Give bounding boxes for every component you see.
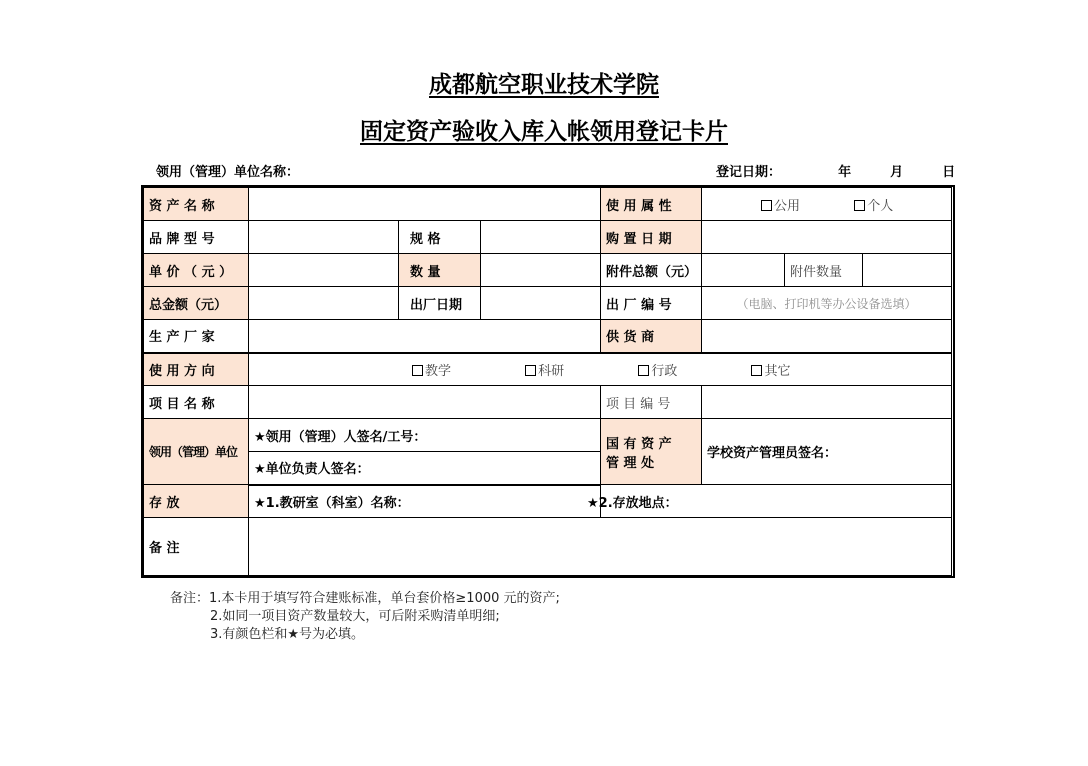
manufacturer-label: 生 产 厂 家 — [144, 320, 249, 353]
form-title: 固定资产验收入库入帐领用登记卡片 — [360, 119, 728, 145]
purchase-date-label: 购 置 日 期 — [601, 221, 702, 254]
purchase-date-field[interactable] — [702, 221, 952, 254]
research-checkbox[interactable]: 科研 — [525, 360, 564, 379]
factory-no-field[interactable] — [702, 287, 952, 320]
factory-no-hint: （电脑、打印机等办公设备选填） — [736, 296, 917, 311]
direction-label: 使 用 方 向 — [144, 353, 249, 386]
unit-price-label: 单 价 （ 元 ） — [144, 254, 249, 287]
quantity-label: 数 量 — [399, 254, 481, 287]
spec-field[interactable] — [481, 221, 601, 254]
project-no-field[interactable] — [702, 386, 952, 419]
register-date — [716, 161, 955, 180]
checkbox-icon — [412, 365, 423, 376]
total-amount-field[interactable] — [249, 287, 399, 320]
checkbox-icon — [525, 365, 536, 376]
public-checkbox[interactable]: 公用 — [761, 195, 800, 214]
supplier-field[interactable] — [702, 320, 952, 353]
remarks-label: 备 注 — [144, 518, 249, 576]
direction-options — [249, 353, 952, 386]
brand-model-field[interactable] — [249, 221, 399, 254]
head-sign-label: ★单位负责人签名： — [254, 462, 370, 478]
brand-model-label: 品 牌 型 号 — [144, 221, 249, 254]
asset-name-field[interactable] — [249, 188, 601, 221]
storage-label: 存 放 — [144, 485, 249, 518]
remarks-field[interactable] — [249, 518, 952, 576]
note-line-1: 备注：1.本卡用于填写符合建账标准，单台套价格≥1000 元的资产; — [170, 591, 560, 606]
asset-form-table — [141, 185, 955, 578]
use-attr-label: 使 用 属 性 — [601, 188, 702, 221]
user-unit-label: 领用（管理）单位 — [144, 419, 249, 485]
year-label: 年 — [838, 165, 852, 180]
use-attr-options — [702, 188, 952, 221]
storage-room-label: ★1.教研室（科室）名称： — [254, 495, 410, 511]
state-asset-label: 国 有 资 产 管 理 处 — [601, 419, 702, 485]
project-no-label: 项 目 编 号 — [601, 386, 702, 419]
quantity-field[interactable] — [481, 254, 601, 287]
note-line-2: 2.如同一项目资产数量较大，可后附采购清单明细; — [210, 609, 500, 624]
month-label: 月 — [890, 165, 904, 180]
admin-sign-field[interactable] — [702, 419, 952, 485]
admin-sign-label: 学校资产管理员签名： — [707, 446, 838, 461]
supplier-label: 供 货 商 — [601, 320, 702, 353]
checkbox-icon — [761, 200, 772, 211]
storage-room-field[interactable] — [249, 485, 601, 518]
spec-label: 规 格 — [399, 221, 481, 254]
teach-checkbox[interactable]: 教学 — [412, 360, 451, 379]
checkbox-icon — [854, 200, 865, 211]
unit-name-label: 领用（管理）单位名称： — [156, 165, 300, 180]
personal-checkbox[interactable]: 个人 — [854, 195, 893, 214]
register-date-label: 登记日期： — [716, 165, 782, 180]
head-sign-field[interactable] — [249, 452, 601, 485]
factory-date-label: 出厂日期 — [399, 287, 481, 320]
user-sign-field[interactable] — [249, 419, 601, 452]
project-name-label: 项 目 名 称 — [144, 386, 249, 419]
project-name-field[interactable] — [249, 386, 601, 419]
factory-no-label: 出 厂 编 号 — [601, 287, 702, 320]
user-sign-label: ★领用（管理）人签名/工号： — [254, 429, 427, 445]
total-amount-label: 总金额（元） — [144, 287, 249, 320]
storage-place-label: ★2.存放地点： — [587, 495, 678, 511]
storage-place-field[interactable] — [587, 485, 952, 518]
form-notes — [170, 590, 560, 644]
factory-date-field[interactable] — [481, 287, 601, 320]
attach-total-field[interactable] — [702, 254, 785, 287]
unit-price-field[interactable] — [249, 254, 399, 287]
checkbox-icon — [638, 365, 649, 376]
asset-name-label: 资 产 名 称 — [144, 188, 249, 221]
note-line-3: 3.有颜色栏和★号为必填。 — [210, 627, 365, 642]
attach-qty-field[interactable] — [863, 254, 952, 287]
day-label: 日 — [942, 165, 956, 180]
other-checkbox[interactable]: 其它 — [751, 360, 790, 379]
manufacturer-field[interactable] — [249, 320, 601, 353]
checkbox-icon — [751, 365, 762, 376]
school-title: 成都航空职业技术学院 — [429, 72, 659, 98]
attach-qty-label: 附件数量 — [785, 254, 863, 287]
attach-total-label: 附件总额（元） — [601, 254, 702, 287]
admin-checkbox[interactable]: 行政 — [638, 360, 677, 379]
